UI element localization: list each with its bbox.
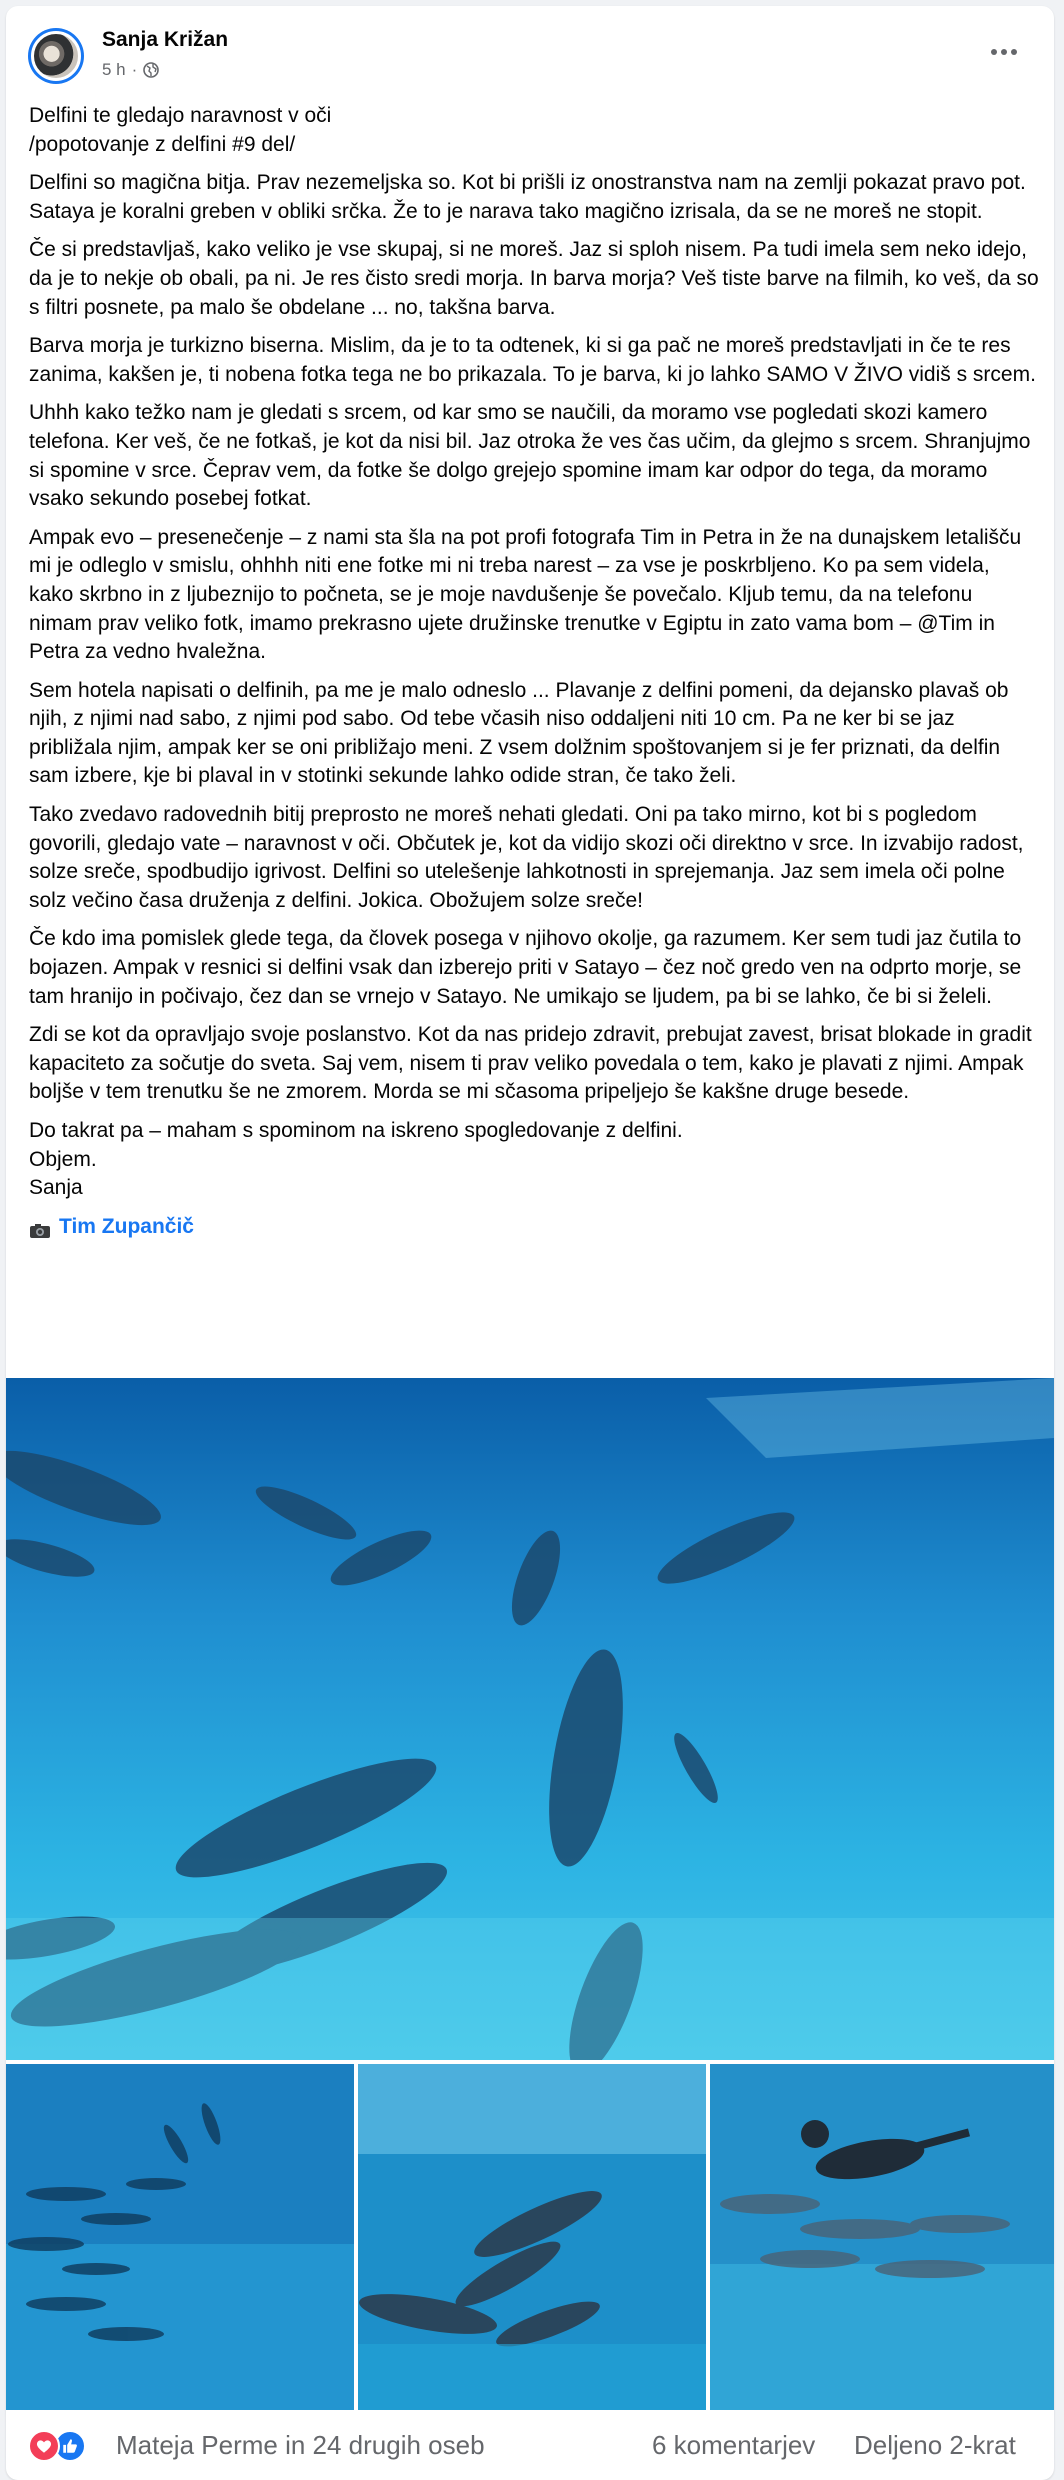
photo-grid bbox=[6, 1378, 1054, 2410]
post-paragraph: Tako zvedavo radovednih bitij preprosto ne moreš nehati gledati. Oni pa tako mirno, kot bi s pogledom govorili, gledajo vate – naravnost v oči. Občutek je, kot da vidijo skozi oči direktno v srce. In izvabijo radost, solze sreče, spodbudijo igrivost. Delfini so utelešenje lahkotnosti in sprejemanja. Jaz sem imela oči polne solz večino časa druženja z delfini. Jokica. Obožujem solze sreče! bbox=[29, 803, 1024, 912]
author-avatar[interactable] bbox=[28, 28, 84, 84]
post-paragraph: Če si predstavljaš, kako veliko je vse skupaj, si ne moreš. Jaz si sploh nisem. Pa tudi imela sem neko idejo, da je to nekje ob obali, pa ni. Je res čisto sredi morja. In barva morja? Veš tiste barve na filmih, ko veš, da so s filtri posnete, pa malo še obdelane ... no, takšna barva. bbox=[29, 238, 1039, 319]
globe-icon[interactable] bbox=[143, 62, 159, 78]
comments-count[interactable]: 6 komentarjev bbox=[652, 2430, 816, 2460]
camera-icon bbox=[29, 1219, 51, 1235]
shares-count[interactable]: Deljeno 2-krat bbox=[854, 2430, 1016, 2460]
photo-dolphins-close[interactable] bbox=[358, 2064, 706, 2410]
post-paragraph: Barva morja je turkizno biserna. Mislim, da je to ta odtenek, ki si ga pač ne moreš predstavljati in če te res zanima, kakšen je, ti nobena fotka tega ne bo prikazala. To je barva, ki jo lahko SAMO V ŽIVO vidiš s srcem. bbox=[29, 334, 1036, 386]
author-name[interactable]: Sanja Križan bbox=[102, 28, 229, 51]
post-paragraph: Sem hotela napisati o delfinih, pa me je malo odneslo ... Plavanje z delfini pomeni, da dejansko plavaš ob njih, z njimi nad sabo, z njimi pod sabo. Od tebe včasih niso oddaljeni niti 10 cm. Pa ne ker bi se jaz približala njim, ampak ker se oni približajo meni. Z vsem dolžnim spoštovanjem si je fer priznati, da delfin sam izbere, kje bi plaval in v stotinki sekunde lahko odide stran, če tako želi. bbox=[29, 678, 1009, 788]
post-paragraph: Delfini te gledajo naravnost v oči /popotovanje z delfini #9 del/ bbox=[29, 104, 332, 156]
post-header bbox=[6, 6, 1054, 96]
love-icon bbox=[28, 2430, 60, 2462]
post-time[interactable]: 5 h bbox=[102, 60, 126, 79]
post-paragraph: Delfini so magična bitja. Prav nezemeljska so. Kot bi prišli iz onostranstva nam na zemlji pokazat pravo pot. Sataya je koralni greben v obliki srčka. Že to je narava tako magično izrisala, da se ne moreš ne stopit. bbox=[29, 171, 1026, 223]
post-card bbox=[6, 6, 1054, 2480]
photo-credit-link[interactable]: Tim Zupančič bbox=[59, 1214, 194, 1238]
reaction-icons[interactable] bbox=[28, 2430, 86, 2462]
post-text bbox=[29, 102, 1039, 1241]
avatar-photo bbox=[31, 31, 81, 81]
more-options-icon[interactable] bbox=[984, 42, 1024, 62]
meta-separator: · bbox=[131, 60, 138, 79]
reactions-summary[interactable]: Mateja Perme in 24 drugih oseb bbox=[116, 2430, 485, 2460]
photo-dolphins-school[interactable] bbox=[6, 2064, 354, 2410]
post-paragraph: Uhhh kako težko nam je gledati s srcem, od kar smo se naučili, da moramo vse pogledati skozi kamero telefona. Ker veš, če ne fotkaš, je kot da nisi bil. Jaz otroka že ves čas učim, da glejmo s srcem. Shranjujmo si spomine v srce. Čeprav vem, da fotke še dolgo grejejo spomine imam kar odpor do tega, da moramo vsako sekundo posebej fotkat. bbox=[29, 401, 1031, 511]
post-meta bbox=[102, 60, 159, 80]
photo-snorkeler-dolphins[interactable] bbox=[710, 2064, 1054, 2410]
post-paragraph: Do takrat pa – maham s spominom na iskreno spogledovanje z delfini. Objem. Sanja bbox=[29, 1119, 683, 1200]
photo-dolphins-pod-main[interactable] bbox=[6, 1378, 1054, 2060]
post-paragraph: Ampak evo – presenečenje – z nami sta šla na pot profi fotografa Tim in Petra in že na dunajskem letališču mi je odleglo v smislu, ohhhh niti ene fotke mi ni treba narest – za vse je poskrbljeno. Ko pa sem videla, kako skrbno in z ljubeznijo to počneta, se je moje navdušenje še povečalo. Kljub temu, da na telefonu nimam prav veliko fotk, imamo prekrasno ujete družinske trenutke v Egiptu in zato vama bom – @Tim in Petra za vedno hvaležna. bbox=[29, 525, 1022, 664]
post-paragraph: Zdi se kot da opravljajo svoje poslanstvo. Kot da nas pridejo zdravit, prebujat zavest, brisat blokade in gradit kapaciteto za sočutje do sveta. Saj vem, nisem ti prav veliko povedala o tem, kako je plavati z njimi. Ampak boljše v tem trenutku še ne zmorem. Morda se mi sčasoma pripeljejo še kakšne druge besede. bbox=[29, 1023, 1032, 1104]
photo-credit bbox=[29, 1213, 1039, 1242]
post-footer bbox=[6, 2410, 1054, 2480]
post-paragraph: Če kdo ima pomislek glede tega, da človek posega v njihovo okolje, ga razumem. Ker sem tudi jaz čutila to bojazen. Ampak v resnici si delfini vsak dan izberejo priti v Satayo – čez noč gredo ven na odprto morje, se tam hranijo in počivajo, čez dan se vrnejo v Satayo. Ne umikajo se ljudem, pa bi se lahko, če bi si želeli. bbox=[29, 927, 1022, 1008]
